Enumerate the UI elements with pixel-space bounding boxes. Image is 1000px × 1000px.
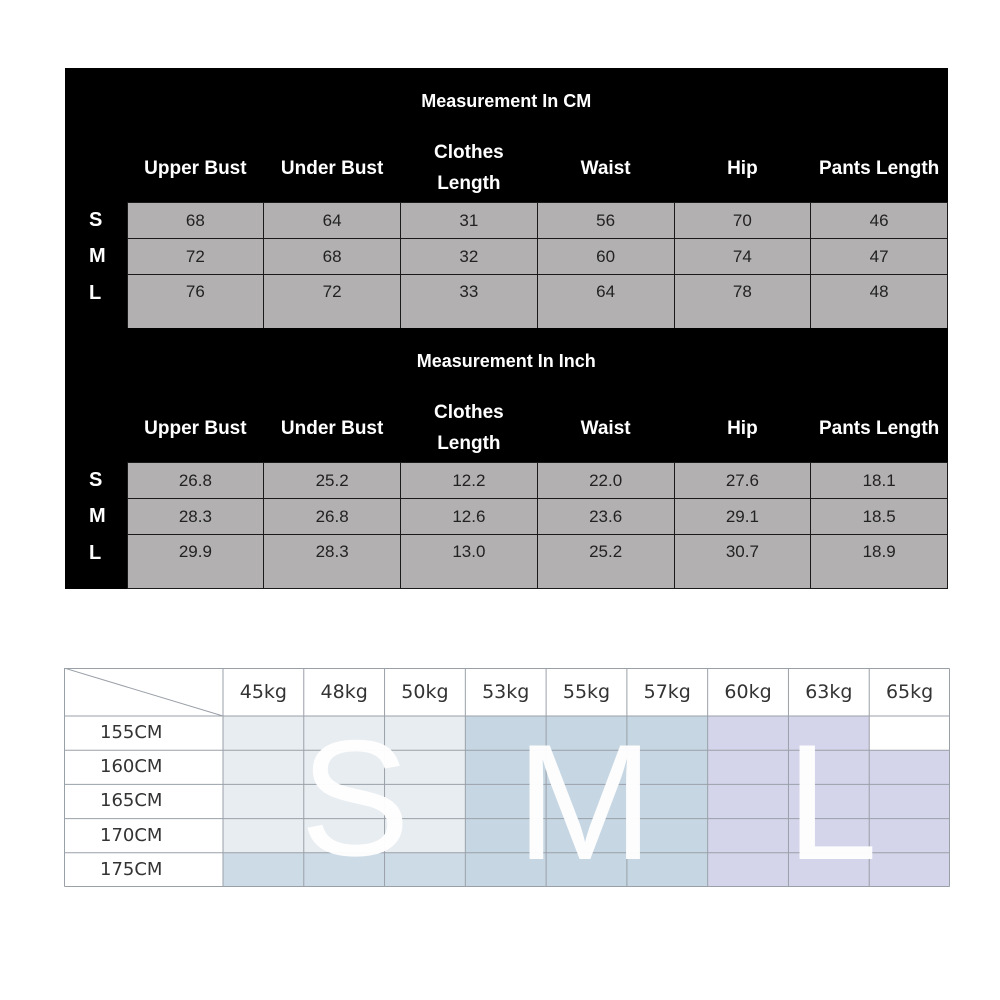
table-cell: 28.3: [264, 535, 401, 589]
table-row: [65, 203, 948, 239]
header-under-bust: Under Bust: [280, 157, 384, 179]
table-cell: 18.9: [811, 535, 948, 589]
size-label: M: [89, 245, 106, 267]
table-cell: 33: [401, 275, 538, 329]
inch-measurement-table: [65, 328, 948, 589]
height-label: 160CM: [100, 756, 163, 778]
table-cell: 29.9: [127, 535, 264, 589]
table-cell: 47: [811, 239, 948, 275]
table-cell: 25.2: [537, 535, 674, 589]
table-row: [65, 463, 948, 499]
height-label: 175CM: [100, 858, 163, 880]
table-cell: 26.8: [264, 499, 401, 535]
table-cell: 76: [127, 275, 264, 329]
table-cell: 26.8: [127, 463, 264, 499]
weight-label: 53kg: [482, 681, 530, 703]
size-letter-m: M: [516, 710, 654, 894]
header-clothes-length: Clothes Length: [434, 142, 504, 194]
inch-table-title: Measurement In Inch: [416, 350, 596, 371]
size-label: L: [89, 281, 102, 304]
size-label: S: [89, 469, 103, 491]
table-cell: 22.0: [537, 463, 674, 499]
table-cell: 31: [401, 203, 538, 239]
size-label: L: [89, 541, 102, 564]
table-cell: 18.5: [811, 499, 948, 535]
weight-label: 65kg: [885, 681, 934, 703]
table-row: [65, 535, 948, 589]
weight-height-size-chart: [64, 668, 950, 894]
weight-label: 48kg: [320, 681, 368, 703]
table-cell: 68: [127, 203, 264, 239]
table-cell: 60: [537, 239, 674, 275]
header-waist: Waist: [580, 417, 631, 439]
header-under-bust: Under Bust: [280, 417, 384, 439]
table-cell: 25.2: [264, 463, 401, 499]
table-cell: 64: [537, 275, 674, 329]
table-cell: 29.1: [674, 499, 811, 535]
weight-label: 45kg: [239, 681, 287, 703]
height-label: 170CM: [100, 824, 163, 846]
header-hip: Hip: [727, 157, 758, 179]
header-hip: Hip: [727, 417, 758, 439]
table-cell: 46: [811, 203, 948, 239]
table-cell: 56: [537, 203, 674, 239]
weight-label: 55kg: [562, 681, 611, 703]
corner-diagonal: [64, 668, 223, 716]
weight-label: 63kg: [805, 681, 853, 703]
table-row: [65, 239, 948, 275]
table-cell: 68: [264, 239, 401, 275]
table-cell: 70: [674, 203, 811, 239]
header-clothes-length: Clothes Length: [434, 402, 504, 454]
size-label: M: [89, 505, 106, 527]
weight-label: 50kg: [401, 681, 449, 703]
table-cell: 32: [401, 239, 538, 275]
cm-measurement-table: [65, 68, 948, 329]
corner-cell: [65, 134, 127, 203]
header-pants-length: Pants Length: [818, 157, 940, 179]
weight-label: 60kg: [724, 681, 772, 703]
table-cell: 27.6: [674, 463, 811, 499]
table-row: [65, 499, 948, 535]
table-cell: 12.2: [401, 463, 538, 499]
table-cell: 78: [674, 275, 811, 329]
table-cell: 12.6: [401, 499, 538, 535]
header-waist: Waist: [580, 157, 631, 179]
table-cell: 72: [127, 239, 264, 275]
table-row: [65, 275, 948, 329]
table-cell: 48: [811, 275, 948, 329]
weight-label: 57kg: [643, 681, 691, 703]
cm-table-title: Measurement In CM: [421, 90, 592, 111]
size-letter-s: S: [300, 706, 411, 890]
header-upper-bust: Upper Bust: [144, 157, 247, 179]
size-letter-l: L: [786, 710, 878, 894]
corner-cell: [65, 394, 127, 463]
size-label: S: [89, 209, 103, 231]
table-cell: 30.7: [674, 535, 811, 589]
height-label: 155CM: [100, 722, 163, 743]
header-upper-bust: Upper Bust: [144, 417, 247, 439]
table-cell: 64: [264, 203, 401, 239]
table-cell: 23.6: [537, 499, 674, 535]
table-cell: 28.3: [127, 499, 264, 535]
header-pants-length: Pants Length: [818, 417, 940, 439]
table-cell: 72: [264, 275, 401, 329]
table-cell: 13.0: [401, 535, 538, 589]
table-cell: 74: [674, 239, 811, 275]
table-cell: 18.1: [811, 463, 948, 499]
height-label: 165CM: [100, 790, 163, 812]
